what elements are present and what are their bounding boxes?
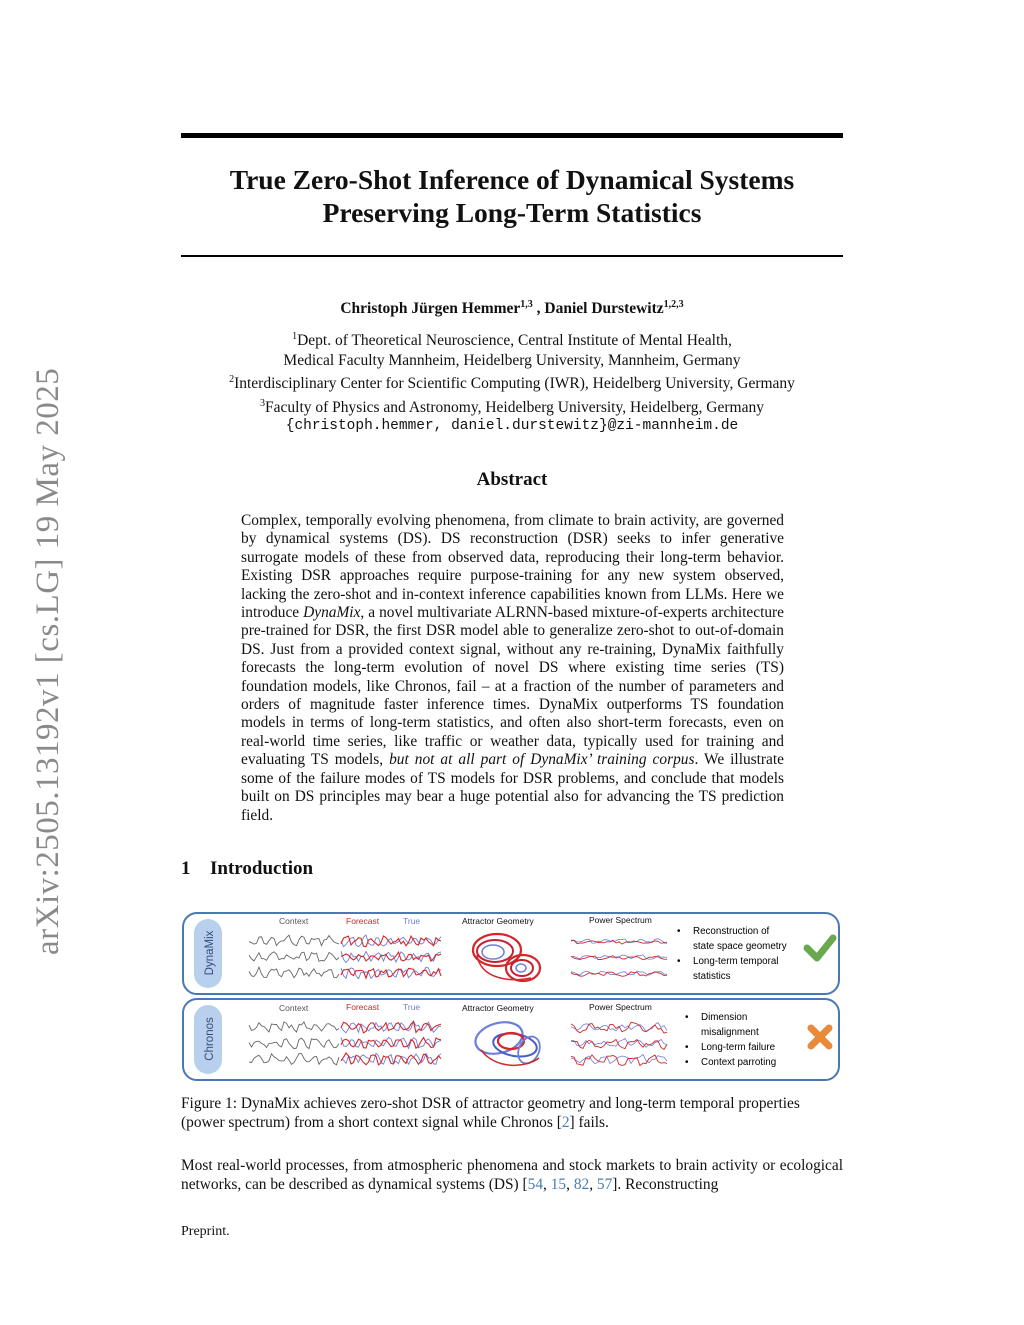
affiliation-3: [181, 394, 843, 418]
dynamix-bullet-2-line-2: statistics: [693, 971, 731, 982]
citation-separator: ,: [543, 1176, 551, 1193]
chronos-bullet-2-text: Long-term failure: [701, 1042, 776, 1053]
citation-separator: ,: [566, 1176, 574, 1193]
context-trace: [249, 935, 339, 946]
affiliation-1-mark: 1: [292, 331, 298, 342]
citation-link[interactable]: 15: [550, 1176, 567, 1193]
citation-link[interactable]: 57: [596, 1176, 613, 1193]
affiliation-1-text: Dept. of Theoretical Neuroscience, Central Institute of Mental Health,: [297, 332, 732, 350]
context-trace: [249, 952, 339, 962]
forecast-label-1: Forecast: [346, 916, 380, 926]
abstract-text: [241, 512, 784, 825]
author-separator: ,: [532, 300, 545, 318]
dynamix-bullet-2-mark: •: [677, 956, 681, 967]
dynamix-bullet-2-line-1: Long-term temporal: [693, 956, 779, 967]
dynamix-attractor: [473, 934, 540, 981]
caption-part-1: Figure 1: DynaMix achieves zero-shot DSR of attractor geometry and long-term temporal properties (power spectrum) from a short context signal while Chronos [: [181, 1095, 800, 1131]
forecast-label-2: Forecast: [346, 1002, 380, 1012]
author-list: [181, 299, 843, 318]
abstract-part-3: , a novel multivariate ALRNN-based mixture-of-experts architecture pre-trained for DSR, the first DSR model able to generalize zero-shot to out-of-domain DS. Just from a provided context signal, without any re-training, DynaMix faithfully forecasts the long-term evolution of novel DS where existing time series (TS) foundation models, like Chronos, fail – at a fraction of the number of parameters and orders of magnitude faster inference times. DynaMix outperforms TS foundation models in terms of long-term statistics, and often also short-term forecasts, even on real-world time series, like traffic or weather data, typically used for training and evaluating TS models,: [241, 604, 785, 769]
section-number: 1: [181, 858, 191, 879]
affiliation-1-line-2: Medical Faculty Mannheim, Heidelberg University, Mannheim, Germany: [283, 351, 741, 369]
true-trace: [341, 967, 441, 978]
affiliation-3-text: Faculty of Physics and Astronomy, Heidelberg University, Heidelberg, Germany: [265, 398, 764, 416]
context-label-2: Context: [279, 1003, 309, 1013]
time-series-traces: [249, 935, 667, 1066]
affiliation-1-line-1: [181, 327, 843, 351]
context-trace: [249, 1054, 339, 1065]
abstract-dynamix-italic: DynaMix: [303, 604, 361, 622]
intro-paragraph: [181, 1156, 843, 1194]
check-icon: [807, 938, 833, 958]
intro-part-1: Most real-world processes, from atmospheric phenomena and stock markets to brain activity or ecological networks, can be described as dynamical systems (DS) [: [181, 1157, 843, 1193]
author-2-affil: 1,2,3: [663, 299, 684, 310]
author-2-name: Daniel Durstewitz: [544, 300, 664, 318]
true-label-2: True: [403, 1002, 421, 1012]
forecast-trace: [341, 968, 441, 978]
chronos-bullet-2-mark: •: [685, 1042, 689, 1053]
context-label-1: Context: [279, 916, 309, 926]
power-label-2: Power Spectrum: [589, 1002, 652, 1012]
spectrum-model-trace: [571, 1055, 667, 1066]
section-title: Introduction: [210, 858, 314, 879]
dynamix-bullet-1-mark: •: [677, 926, 681, 937]
author-1-affil: 1,3: [520, 299, 533, 310]
title-line-2: Preserving Long-Term Statistics: [322, 197, 702, 228]
abstract-part-1: Complex, temporally evolving phenomena, from climate to brain activity, are governed by dynamical systems (DS). DS reconstruction (DSR) seeks to infer generative surrogate models of these from observed data, reproducing their long-term behavior. Existing DSR approaches require purpose-training for any new system observed, lacking the zero-shot and in-context inference capabilities known from LLMs. Here we introduce: [241, 512, 784, 622]
cross-icon: [811, 1028, 829, 1046]
paper-title: [181, 163, 843, 229]
citation-link[interactable]: 82: [573, 1176, 590, 1193]
title-line-1: True Zero-Shot Inference of Dynamical Systems: [229, 164, 795, 195]
citation-link[interactable]: 54: [527, 1176, 544, 1193]
author-1-name: Christoph Jürgen Hemmer: [340, 300, 521, 318]
figure-caption: [181, 1094, 843, 1132]
affiliation-2: [181, 370, 843, 394]
caption-part-2: ] fails.: [569, 1114, 609, 1131]
caption-citation-link[interactable]: 2: [561, 1114, 570, 1131]
author-emails[interactable]: {christoph.hemmer, daniel.durstewitz}@zi-mannheim.de: [285, 418, 739, 435]
affiliation-3-mark: 3: [260, 397, 266, 409]
power-label-1: Power Spectrum: [589, 915, 652, 925]
arxiv-identifier: arXiv:2505.13192v1 [cs.LG] 19 May 2025: [30, 367, 66, 955]
spectrum-model-trace: [571, 972, 667, 977]
chronos-bullet-1-mark: •: [685, 1012, 689, 1023]
chronos-bullet-3-mark: •: [685, 1057, 689, 1068]
title-top-rule: [181, 133, 843, 138]
chronos-attractor: [472, 1017, 544, 1067]
intro-part-2: ]. Reconstructing: [612, 1176, 719, 1193]
abstract-part-5: . We illustrate some of the failure modes of TS models for DSR problems, and conclude that models built on DS principles may bear a huge potential also for advancing the TS prediction field.: [241, 751, 784, 824]
dynamix-bullet-1-line-1: Reconstruction of: [693, 926, 770, 937]
figure-1: [181, 910, 843, 1082]
title-bottom-rule: [181, 255, 843, 257]
section-heading: [181, 858, 313, 880]
chronos-bullet-1-line-1: Dimension: [701, 1012, 748, 1023]
abstract-heading: Abstract: [476, 469, 548, 490]
affiliation-2-mark: 2: [229, 373, 235, 385]
affiliation-2-text: Interdisciplinary Center for Scientific Computing (IWR), Heidelberg University, Germany: [234, 375, 795, 393]
chronos-pill-label: Chronos: [204, 1017, 216, 1061]
dynamix-bullet-1-line-2: state space geometry: [693, 941, 787, 952]
context-trace: [249, 1038, 339, 1049]
affiliations: [181, 327, 843, 437]
dynamix-pill-label: DynaMix: [204, 930, 216, 976]
abstract-italic-phrase: but not at all part of DynaMix’ training corpus: [389, 751, 695, 769]
attractor-label-1: Attractor Geometry: [462, 916, 534, 926]
footer-note: Preprint.: [181, 1224, 230, 1239]
citation-separator: ,: [589, 1176, 597, 1193]
context-trace: [249, 1022, 339, 1032]
attractor-label-2: Attractor Geometry: [462, 1003, 534, 1013]
chronos-bullet-1-line-2: misalignment: [701, 1027, 759, 1038]
true-label-1: True: [403, 916, 421, 926]
context-trace: [249, 967, 339, 978]
chronos-bullet-3-text: Context parroting: [701, 1057, 777, 1068]
